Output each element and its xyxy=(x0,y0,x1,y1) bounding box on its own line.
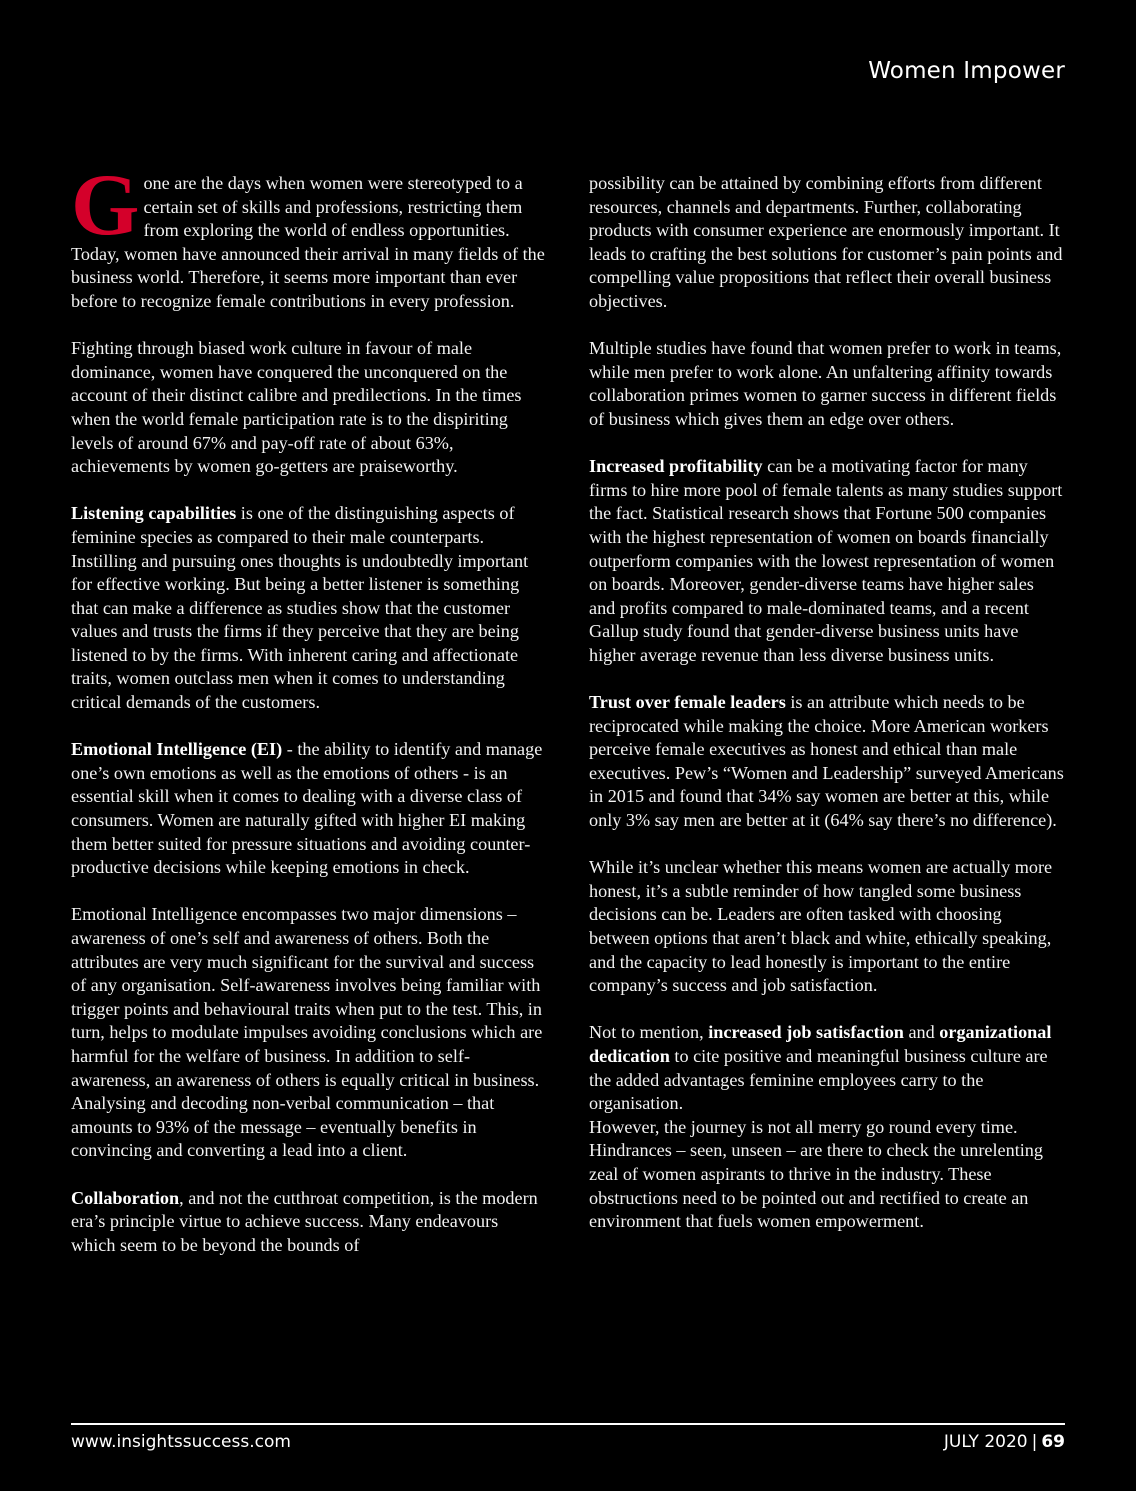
paragraph-collaboration-text: , and not the cutthroat competition, is the modern era’s principle virtue to achieve success. Many endeavours which seem to be beyond the bounds of xyxy=(71,1187,538,1255)
heading-org-dedication: organizational dedication xyxy=(589,1022,1052,1066)
paragraph-hindrances: However, the journey is not all merry go round every time. Hindrances – seen, unseen – are there to check the unrelenting zeal of women aspirants to thrive in the industry. These obstructions need to be pointed out and rectified to create an environment that fuels women empowerment. xyxy=(589,1116,1043,1232)
heading-collaboration: Collaboration xyxy=(71,1187,180,1208)
paragraph-ei xyxy=(71,738,546,880)
heading-profitability: Increased profitability xyxy=(589,456,763,477)
paragraph-teams: Multiple studies have found that women prefer to work in teams, while men prefer to work alone. An unfaltering affinity towards collaboration primes women to garner success in different fields of business which gives them an edge over others. xyxy=(589,338,1062,429)
paragraph-trust xyxy=(589,691,1064,833)
paragraph-satisfaction-pre: Not to mention, xyxy=(589,1022,709,1043)
heading-trust: Trust over female leaders xyxy=(589,692,786,713)
paragraph-biased-culture: Fighting through biased work culture in favour of male dominance, women have conquered the unconquered on the account of their distinct calibre and predilections. In the times when the world female participation rate is to the dispiriting levels of around 67% and pay-off rate of about 63%, achievements by women go-getters are praiseworthy. xyxy=(71,338,522,477)
paragraph-ei-text: - the ability to identify and manage one’s own emotions as well as the emotions of others - is an essential skill when it comes to dealing with a diverse class of consumers. Women are naturally gifted with higher EI making them better suited for pressure situations and avoiding counter-productive decisions while keeping emotions in check. xyxy=(71,739,543,878)
paragraph-satisfaction-text: to cite positive and meaningful business culture are the added advantages feminine employees carry to the organisation. xyxy=(589,1045,1048,1114)
article-column-left xyxy=(71,157,546,1257)
paragraph-satisfaction-mid: and xyxy=(903,1022,940,1043)
paragraph-honesty: While it’s unclear whether this means women are actually more honest, it’s a subtle reminder of how tangled some business decisions can be. Leaders are often tasked with choosing between options that aren’t black and white, ethically speaking, and the capacity to lead honestly is important to the entire company’s success and job satisfaction. xyxy=(589,857,1053,996)
paragraph-profitability xyxy=(589,455,1064,667)
footer-separator: | xyxy=(1031,1432,1038,1452)
footer-divider xyxy=(71,1423,1065,1425)
drop-cap: G xyxy=(71,157,140,254)
paragraph-satisfaction xyxy=(589,1021,1064,1115)
paragraph-collaboration xyxy=(71,1187,546,1258)
footer-issue-info xyxy=(944,1432,1065,1452)
heading-ei: Emotional Intelligence (EI) xyxy=(71,739,283,760)
paragraph-listening-text: is one of the distinguishing aspects of feminine species as compared to their male counterparts. Instilling and pursuing ones thoughts is undoubtedly important for effective working. But being a better listener is something that can make a difference as studies show that the customer values and trusts the firms if they perceive that they are being listened to by the firms. With inherent caring and affectionate traits, women outclass men when it comes to understanding critical demands of the customers. xyxy=(71,503,529,713)
heading-job-satisfaction: increased job satisfaction xyxy=(708,1022,904,1043)
paragraph-possibility: possibility can be attained by combining efforts from different resources, channels and departments. Further, collaborating products with consumer experience are enormously important. It leads to crafting the best solutions for customer’s pain points and compelling value propositions that reflect their overall business objectives. xyxy=(589,173,1063,311)
intro-paragraph xyxy=(71,157,546,314)
section-title: Women Impower xyxy=(868,58,1065,84)
intro-text: one are the days when women were stereotyped to a certain set of skills and professions, restricting them from exploring the world of endless opportunities. Today, women have announced their arrival in many fields of the business world. Therefore, it seems more important than ever before to recognize female contributions in every profession. xyxy=(71,173,545,311)
heading-listening: Listening capabilities xyxy=(71,503,237,524)
issue-date: JULY 2020 xyxy=(943,1432,1028,1452)
paragraph-listening xyxy=(71,502,546,714)
paragraph-profitability-text: can be a motivating factor for many firms to hire more pool of female talents as many studies support the fact. Statistical research shows that Fortune 500 companies with the highest representation of women on boards financially outperform companies with the lowest representation of women on boards. Moreover, gender-diverse teams have higher sales and profits compared to male-dominated teams, and a recent Gallup study found that gender-diverse business units have higher average revenue than less diverse business units. xyxy=(589,456,1063,665)
article-column-right xyxy=(589,172,1064,1234)
paragraph-ei-dimensions: Emotional Intelligence encompasses two major dimensions – awareness of one’s self and awareness of others. Both the attributes are very much significant for the survival and success of any organisation. Self-awareness involves being familiar with trigger points and behavioural traits when put to the test. This, in turn, helps to modulate impulses avoiding conclusions which are harmful for the welfare of business. In addition to self-awareness, an awareness of others is equally critical in business. Analysing and decoding non-verbal communication – that amounts to 93% of the message – eventually benefits in convincing and converting a lead into a client. xyxy=(71,904,543,1161)
footer-website-link[interactable]: www.insightssuccess.com xyxy=(71,1432,291,1452)
paragraph-trust-text: is an attribute which needs to be reciprocated while making the choice. More American workers perceive female executives as honest and ethical than male executives. Pew’s “Women and Leadership” surveyed Americans in 2015 and found that 34% say women are better at this, while only 3% say men are better at it (64% say there’s no difference). xyxy=(589,692,1064,831)
page-number: 69 xyxy=(1041,1432,1065,1452)
